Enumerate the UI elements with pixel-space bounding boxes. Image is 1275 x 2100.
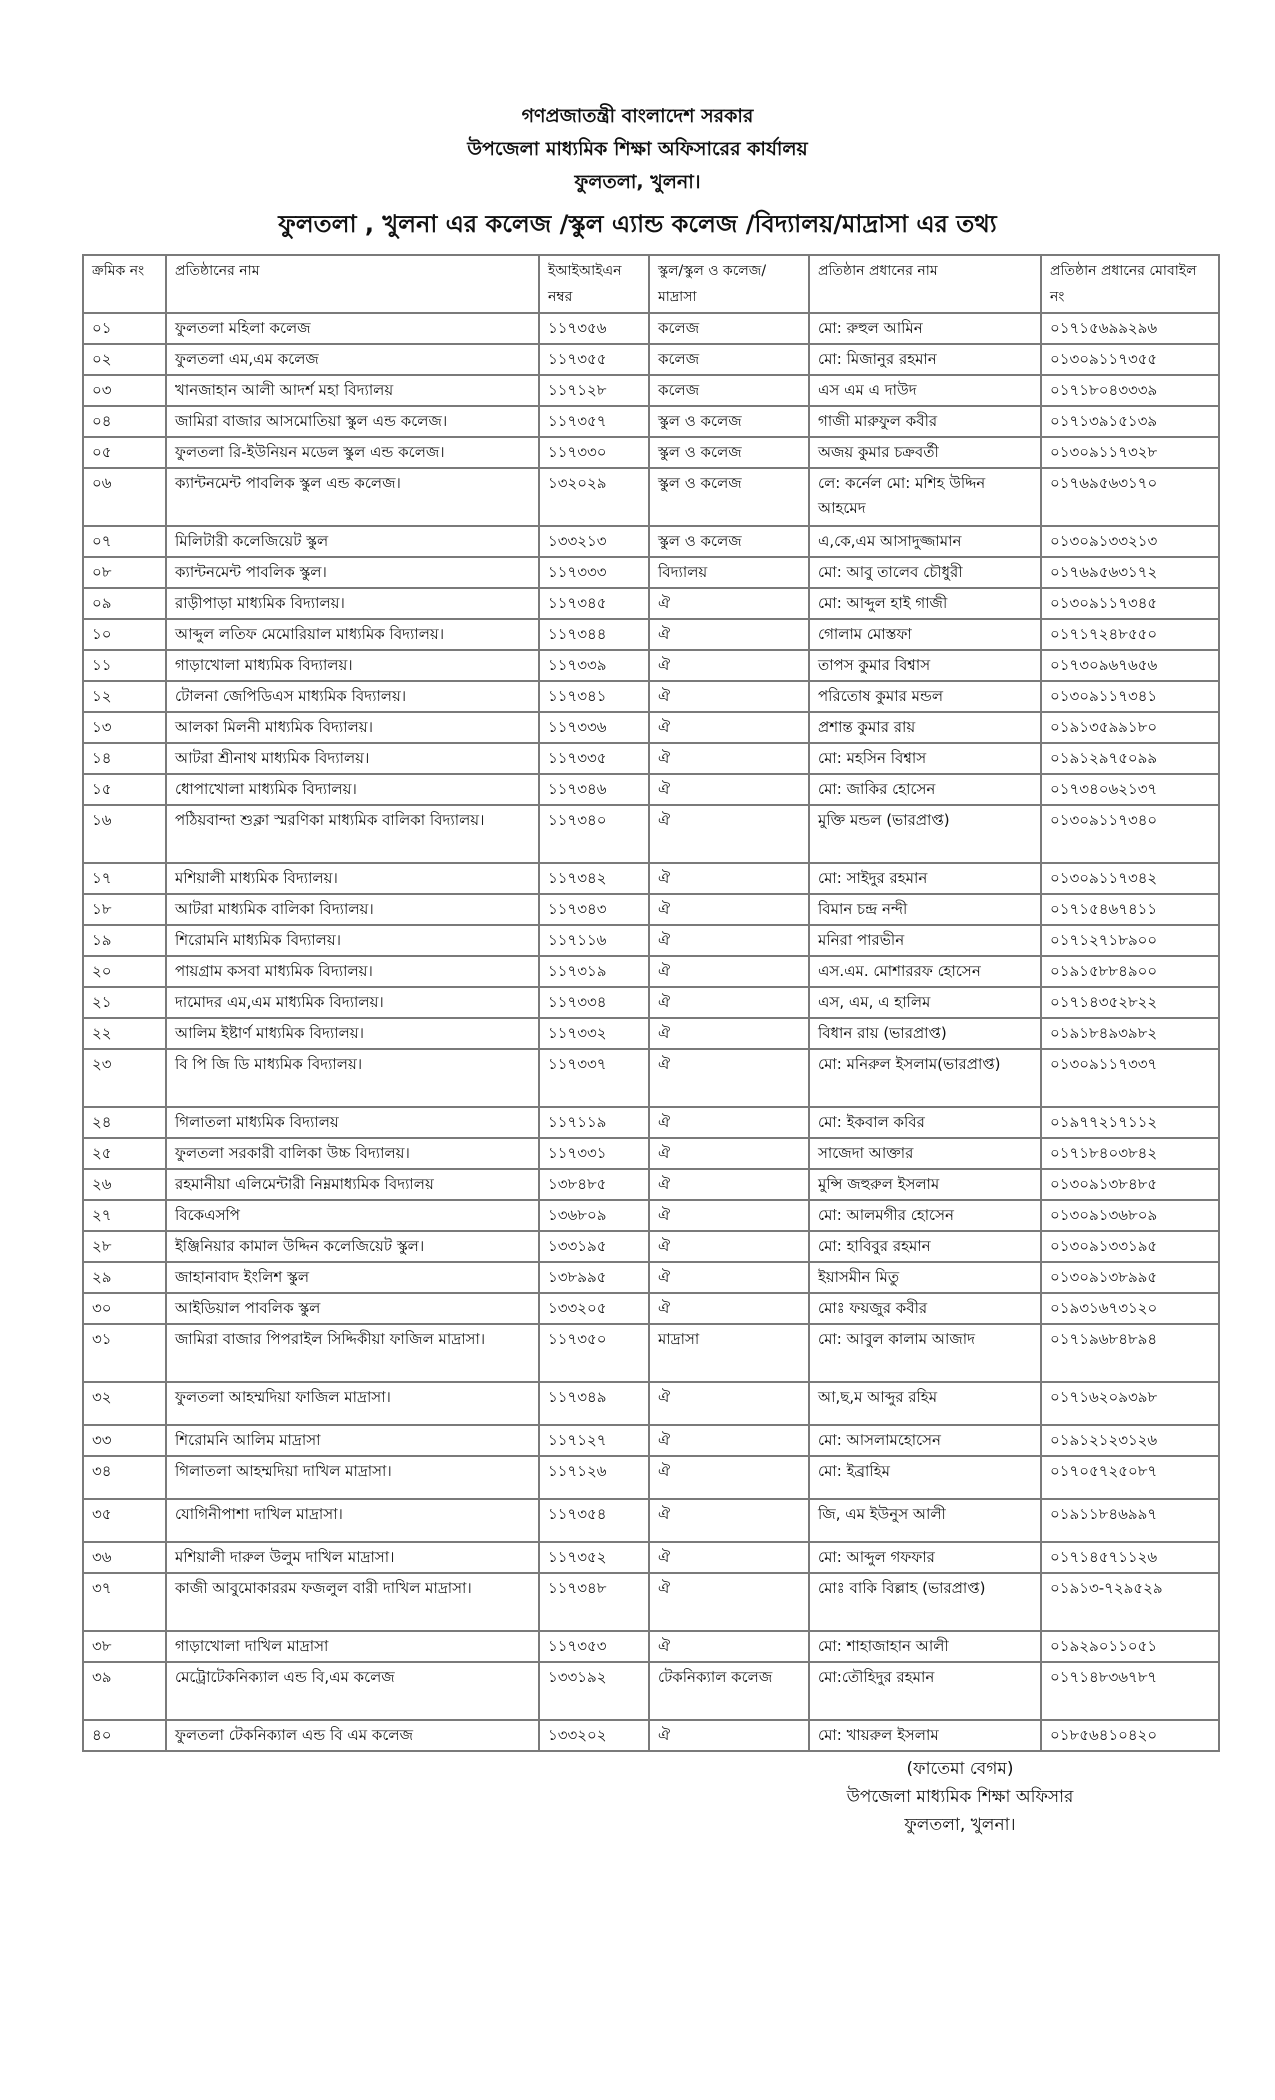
cell-head-name: গাজী মারুফুল কবীর (809, 406, 1041, 437)
table-row (83, 375, 1219, 406)
cell-head-name: ইয়াসমীন মিতু (809, 1262, 1041, 1293)
cell-serial: ৩৮ (83, 1631, 166, 1662)
cell-serial: ২৩ (83, 1049, 166, 1107)
cell-eiin: ১১৭৩৩০ (539, 437, 649, 468)
cell-mobile: ০১৭১৮০৪৩৩৩৯ (1041, 375, 1219, 406)
cell-type: ঐ (649, 1169, 809, 1200)
cell-type: ঐ (649, 588, 809, 619)
cell-serial: ১৫ (83, 774, 166, 805)
cell-mobile: ০১৯৩১৬৭৩১২০ (1041, 1293, 1219, 1324)
cell-eiin: ১১৭৩৪৪ (539, 619, 649, 650)
cell-head-name: তাপস কুমার বিশ্বাস (809, 650, 1041, 681)
cell-serial: ০৮ (83, 557, 166, 588)
column-header-eiin: ইআইআইএন নম্বর (539, 255, 649, 313)
cell-eiin: ১১৭১১৬ (539, 925, 649, 956)
cell-mobile: ০১৭১৪৩৫২৮২২ (1041, 987, 1219, 1018)
cell-head-name: প্রশান্ত কুমার রায় (809, 712, 1041, 743)
table-row (83, 863, 1219, 894)
cell-type: ঐ (649, 1456, 809, 1499)
column-header-institution-name: প্রতিষ্ঠানের নাম (166, 255, 539, 313)
cell-eiin: ১১৭৩৩৪ (539, 987, 649, 1018)
table-row (83, 619, 1219, 650)
cell-eiin: ১৩৩১৯৫ (539, 1231, 649, 1262)
cell-institution-name: ফুলতলা রি-ইউনিয়ন মডেল স্কুল এন্ড কলেজ। (166, 437, 539, 468)
cell-institution-name: মশিয়ালী মাধ্যমিক বিদ্যালয়। (166, 863, 539, 894)
table-row (83, 1169, 1219, 1200)
cell-eiin: ১১৭৩৫৭ (539, 406, 649, 437)
cell-type: ঐ (649, 1573, 809, 1631)
cell-mobile: ০১৭০৫৭২৫০৮৭ (1041, 1456, 1219, 1499)
cell-eiin: ১১৭৩১৯ (539, 956, 649, 987)
cell-mobile: ০১৩০৯১১৭৩৪২ (1041, 863, 1219, 894)
document-title: ফুলতলা , খুলনা এর কলেজ /স্কুল এ্যান্ড কলেজ /বিদ্যালয়/মাদ্রাসা এর তথ্য (278, 210, 997, 238)
table-row (83, 1262, 1219, 1293)
signatory-name: (ফাতেমা বেগম) (906, 1759, 1014, 1779)
cell-eiin: ১১৭৩৪২ (539, 863, 649, 894)
cell-serial: ১২ (83, 681, 166, 712)
table-row (83, 1231, 1219, 1262)
cell-eiin: ১১৭৩৩২ (539, 1018, 649, 1049)
cell-eiin: ১১৭৩৪৫ (539, 588, 649, 619)
office-name: উপজেলা মাধ্যমিক শিক্ষা অফিসারের কার্যালয় (467, 138, 808, 160)
cell-serial: ২০ (83, 956, 166, 987)
cell-type: ঐ (649, 619, 809, 650)
cell-eiin: ১৩৩২১৩ (539, 526, 649, 557)
cell-eiin: ১১৭৩৩৭ (539, 1049, 649, 1107)
cell-institution-name: ক্যান্টনমেন্ট পাবলিক স্কুল এন্ড কলেজ। (166, 468, 539, 526)
cell-serial: ৩৬ (83, 1542, 166, 1573)
cell-eiin: ১১৭৩৫০ (539, 1324, 649, 1382)
cell-eiin: ১১৭৩৩১ (539, 1138, 649, 1169)
table-row (83, 1573, 1219, 1631)
cell-serial: ৩৫ (83, 1499, 166, 1542)
cell-institution-name: জামিরা বাজার আসমোতিয়া স্কুল এন্ড কলেজ। (166, 406, 539, 437)
cell-type: ঐ (649, 1720, 809, 1751)
cell-type: ঐ (649, 1542, 809, 1573)
cell-serial: ২৯ (83, 1262, 166, 1293)
cell-mobile: ০১৭১৫৬৯৯২৯৬ (1041, 313, 1219, 344)
cell-type: কলেজ (649, 344, 809, 375)
cell-type: ঐ (649, 894, 809, 925)
cell-mobile: ০১৯১৫৮৮৪৯০০ (1041, 956, 1219, 987)
cell-head-name: এস, এম, এ হালিম (809, 987, 1041, 1018)
cell-serial: ১০ (83, 619, 166, 650)
table-row (83, 1456, 1219, 1499)
institution-table (82, 254, 1220, 1752)
signature-block (780, 1755, 1140, 1839)
cell-institution-name: ফুলতলা আহম্মদিয়া ফাজিল মাদ্রাসা। (166, 1382, 539, 1425)
cell-institution-name: জাহানাবাদ ইংলিশ স্কুল (166, 1262, 539, 1293)
cell-type: ঐ (649, 1631, 809, 1662)
cell-mobile: ০১৩০৯১১৭৩৫৫ (1041, 344, 1219, 375)
signatory-location: ফুলতলা, খুলনা। (904, 1815, 1016, 1835)
cell-serial: ৩৪ (83, 1456, 166, 1499)
cell-institution-name: আটরা শ্রীনাথ মাধ্যমিক বিদ্যালয়। (166, 743, 539, 774)
table-row (83, 1293, 1219, 1324)
cell-type: ঐ (649, 956, 809, 987)
document-header (0, 100, 1275, 241)
table-row (83, 956, 1219, 987)
cell-institution-name: শিরোমনি মাধ্যমিক বিদ্যালয়। (166, 925, 539, 956)
cell-institution-name: ধোপাখোলা মাধ্যমিক বিদ্যালয়। (166, 774, 539, 805)
cell-eiin: ১৩৩১৯২ (539, 1662, 649, 1720)
table-row (83, 344, 1219, 375)
cell-mobile: ০১৯১২১২৩১২৬ (1041, 1425, 1219, 1456)
cell-type: স্কুল ও কলেজ (649, 406, 809, 437)
table-row (83, 1200, 1219, 1231)
cell-institution-name: গিলাতলা আহম্মদিয়া দাখিল মাদ্রাসা। (166, 1456, 539, 1499)
cell-institution-name: শিরোমনি আলিম মাদ্রাসা (166, 1425, 539, 1456)
cell-eiin: ১৩২০২৯ (539, 468, 649, 526)
cell-eiin: ১১৭১২৭ (539, 1425, 649, 1456)
cell-institution-name: পঠিয়বান্দা শুক্লা স্মরণিকা মাধ্যমিক বালিকা বিদ্যালয়। (166, 805, 539, 863)
cell-type: ঐ (649, 1049, 809, 1107)
cell-serial: ২৬ (83, 1169, 166, 1200)
cell-institution-name: কাজী আবুমোকাররম ফজলুল বারী দাখিল মাদ্রাসা। (166, 1573, 539, 1631)
cell-head-name: এস.এম. মোশাররফ হোসেন (809, 956, 1041, 987)
cell-type: ঐ (649, 1293, 809, 1324)
cell-serial: ১৮ (83, 894, 166, 925)
cell-head-name: মোঃ বাকি বিল্লাহ (ভারপ্রাপ্ত) (809, 1573, 1041, 1631)
cell-mobile: ০১৭৬৯৫৬৩১৭২ (1041, 557, 1219, 588)
column-header-head-name: প্রতিষ্ঠান প্রধানের নাম (809, 255, 1041, 313)
cell-institution-name: আব্দুল লতিফ মেমোরিয়াল মাধ্যমিক বিদ্যালয়। (166, 619, 539, 650)
cell-head-name: মো: ইব্রাহিম (809, 1456, 1041, 1499)
cell-institution-name: ক্যান্টনমেন্ট পাবলিক স্কুল। (166, 557, 539, 588)
cell-head-name: বিমান চন্দ্র নন্দী (809, 894, 1041, 925)
cell-type: স্কুল ও কলেজ (649, 468, 809, 526)
cell-type: ঐ (649, 1382, 809, 1425)
table-row (83, 526, 1219, 557)
cell-head-name: গোলাম মোস্তফা (809, 619, 1041, 650)
cell-type: টেকনিক্যাল কলেজ (649, 1662, 809, 1720)
cell-head-name: মো:তৌহিদুর রহমান (809, 1662, 1041, 1720)
table-row (83, 987, 1219, 1018)
cell-serial: ০৬ (83, 468, 166, 526)
cell-serial: ১৩ (83, 712, 166, 743)
cell-serial: ০১ (83, 313, 166, 344)
cell-type: স্কুল ও কলেজ (649, 526, 809, 557)
cell-mobile: ০১৭১৭২৪৮৫৫০ (1041, 619, 1219, 650)
cell-eiin: ১৩৬৮০৯ (539, 1200, 649, 1231)
cell-eiin: ১১৭৩৫৪ (539, 1499, 649, 1542)
cell-mobile: ০১৭১৩৯১৫১৩৯ (1041, 406, 1219, 437)
cell-eiin: ১৩৩২০৫ (539, 1293, 649, 1324)
cell-serial: ১৯ (83, 925, 166, 956)
cell-institution-name: টোলনা জেপিডিএস মাধ্যমিক বিদ্যালয়। (166, 681, 539, 712)
cell-eiin: ১১৭৩৪৯ (539, 1382, 649, 1425)
cell-head-name: মো: মনিরুল ইসলাম(ভারপ্রাপ্ত) (809, 1049, 1041, 1107)
cell-head-name: মো: মহসিন বিশ্বাস (809, 743, 1041, 774)
cell-mobile: ০১৯১২৯৭৫০৯৯ (1041, 743, 1219, 774)
cell-mobile: ০১৯২৯০১১০৫১ (1041, 1631, 1219, 1662)
cell-eiin: ১১৭১২৬ (539, 1456, 649, 1499)
cell-eiin: ১১৭৩৩৯ (539, 650, 649, 681)
cell-mobile: ০১৯১৩-৭২৯৫২৯ (1041, 1573, 1219, 1631)
cell-head-name: অজয় কুমার চক্রবর্তী (809, 437, 1041, 468)
cell-head-name: মুন্সি জহুরুল ইসলাম (809, 1169, 1041, 1200)
cell-head-name: মো: রুহুল আমিন (809, 313, 1041, 344)
cell-type: কলেজ (649, 375, 809, 406)
cell-serial: ০৭ (83, 526, 166, 557)
cell-serial: ৩২ (83, 1382, 166, 1425)
cell-serial: ০৫ (83, 437, 166, 468)
cell-head-name: মো: আব্দুল হাই গাজী (809, 588, 1041, 619)
table-row (83, 588, 1219, 619)
cell-eiin: ১১৭৩৫২ (539, 1542, 649, 1573)
cell-institution-name: যোগিনীপাশা দাখিল মাদ্রাসা। (166, 1499, 539, 1542)
cell-type: ঐ (649, 987, 809, 1018)
cell-type: ঐ (649, 1262, 809, 1293)
cell-type: ঐ (649, 1425, 809, 1456)
cell-serial: ২৫ (83, 1138, 166, 1169)
cell-type: ঐ (649, 774, 809, 805)
cell-institution-name: ফুলতলা সরকারী বালিকা উচ্চ বিদ্যালয়। (166, 1138, 539, 1169)
cell-serial: ০৯ (83, 588, 166, 619)
cell-head-name: সাজেদা আক্তার (809, 1138, 1041, 1169)
cell-head-name: মো: সাইদুর রহমান (809, 863, 1041, 894)
cell-head-name: মো: আলমগীর হোসেন (809, 1200, 1041, 1231)
table-row (83, 1138, 1219, 1169)
cell-mobile: ০১৯১৮৪৯৩৯৮২ (1041, 1018, 1219, 1049)
cell-eiin: ১১৭৩৪৮ (539, 1573, 649, 1631)
cell-mobile: ০১৩০৯১৩৩১৯৫ (1041, 1231, 1219, 1262)
table-row (83, 1324, 1219, 1382)
cell-institution-name: ইঞ্জিনিয়ার কামাল উদ্দিন কলেজিয়েট স্কুল। (166, 1231, 539, 1262)
table-row (83, 557, 1219, 588)
cell-head-name: আ,ছ,ম আব্দুর রহিম (809, 1382, 1041, 1425)
cell-mobile: ০১৩০৯১৩৮৯৯৫ (1041, 1262, 1219, 1293)
cell-type: ঐ (649, 1138, 809, 1169)
cell-head-name: মো: আসলামহোসেন (809, 1425, 1041, 1456)
cell-type: ঐ (649, 712, 809, 743)
cell-serial: ৩১ (83, 1324, 166, 1382)
cell-institution-name: ফুলতলা টেকনিক্যাল এন্ড বি এম কলেজ (166, 1720, 539, 1751)
cell-serial: ০৩ (83, 375, 166, 406)
cell-institution-name: রাড়ীপাড়া মাধ্যমিক বিদ্যালয়। (166, 588, 539, 619)
cell-eiin: ১১৭৩৪০ (539, 805, 649, 863)
cell-head-name: মো: খায়রুল ইসলাম (809, 1720, 1041, 1751)
table-row (83, 1542, 1219, 1573)
office-location: ফুলতলা, খুলনা। (574, 171, 701, 193)
cell-type: ঐ (649, 1018, 809, 1049)
cell-type: বিদ্যালয় (649, 557, 809, 588)
cell-eiin: ১১৭৩৩৬ (539, 712, 649, 743)
cell-mobile: ০১৩০৯১১৭৩২৮ (1041, 437, 1219, 468)
table-row (83, 805, 1219, 863)
cell-mobile: ০১৩০৯১১৭৩৩৭ (1041, 1049, 1219, 1107)
cell-head-name: মো: আবুল কালাম আজাদ (809, 1324, 1041, 1382)
cell-serial: ০৪ (83, 406, 166, 437)
cell-serial: ১৬ (83, 805, 166, 863)
cell-type: ঐ (649, 650, 809, 681)
cell-type: ঐ (649, 805, 809, 863)
table-row (83, 894, 1219, 925)
cell-head-name: এস এম এ দাউদ (809, 375, 1041, 406)
cell-head-name: বিধান রায় (ভারপ্রাপ্ত) (809, 1018, 1041, 1049)
cell-head-name: মো: জাকির হোসেন (809, 774, 1041, 805)
column-header-mobile: প্রতিষ্ঠান প্রধানের মোবাইল নং (1041, 255, 1219, 313)
government-name: গণপ্রজাতন্ত্রী বাংলাদেশ সরকার (521, 105, 754, 127)
cell-serial: ৩০ (83, 1293, 166, 1324)
cell-mobile: ০১৭১২৭১৮৯০০ (1041, 925, 1219, 956)
cell-serial: ১৭ (83, 863, 166, 894)
cell-eiin: ১৩৩২০২ (539, 1720, 649, 1751)
cell-mobile: ০১৩০৯১১৭৩৪১ (1041, 681, 1219, 712)
cell-mobile: ০১৯১৩৫৯৯১৮০ (1041, 712, 1219, 743)
cell-serial: ২৭ (83, 1200, 166, 1231)
table-row (83, 743, 1219, 774)
cell-serial: ২২ (83, 1018, 166, 1049)
cell-head-name: পরিতোষ কুমার মন্ডল (809, 681, 1041, 712)
cell-type: মাদ্রাসা (649, 1324, 809, 1382)
table-body (83, 313, 1219, 1751)
cell-head-name: মো: আবু তালেব চৌধুরী (809, 557, 1041, 588)
cell-head-name: লে: কর্নেল মো: মশিহ উদ্দিন আহমেদ (809, 468, 1041, 526)
table-row (83, 925, 1219, 956)
cell-serial: ৩৩ (83, 1425, 166, 1456)
cell-mobile: ০১৩০৯১৩৮৪৮৫ (1041, 1169, 1219, 1200)
table-row (83, 1382, 1219, 1425)
cell-serial: ১৪ (83, 743, 166, 774)
cell-type: ঐ (649, 863, 809, 894)
cell-serial: ২৪ (83, 1107, 166, 1138)
cell-serial: ২৮ (83, 1231, 166, 1262)
table-row (83, 1720, 1219, 1751)
cell-head-name: মো: ইকবাল কবির (809, 1107, 1041, 1138)
table-row (83, 313, 1219, 344)
cell-head-name: মনিরা পারভীন (809, 925, 1041, 956)
cell-head-name: মুক্তি মন্ডল (ভারপ্রাপ্ত) (809, 805, 1041, 863)
cell-institution-name: বি পি জি ডি মাধ্যমিক বিদ্যালয়। (166, 1049, 539, 1107)
cell-head-name: জি, এম ইউনুস আলী (809, 1499, 1041, 1542)
table-row (83, 1631, 1219, 1662)
cell-head-name: মো: মিজানুর রহমান (809, 344, 1041, 375)
cell-institution-name: জামিরা বাজার পিপরাইল সিদ্দিকীয়া ফাজিল মাদ্রাসা। (166, 1324, 539, 1382)
cell-serial: ০২ (83, 344, 166, 375)
cell-institution-name: মশিয়ালী দারুল উলুম দাখিল মাদ্রাসা। (166, 1542, 539, 1573)
cell-head-name: মো: শাহাজাহান আলী (809, 1631, 1041, 1662)
table-header-row (83, 255, 1219, 313)
cell-institution-name: আলিম ইষ্টার্ণ মাধ্যমিক বিদ্যালয়। (166, 1018, 539, 1049)
table-row (83, 681, 1219, 712)
cell-institution-name: মিলিটারী কলেজিয়েট স্কুল (166, 526, 539, 557)
cell-eiin: ১১৭১২৮ (539, 375, 649, 406)
cell-eiin: ১১৭৩৫৬ (539, 313, 649, 344)
cell-head-name: মো: হাবিবুর রহমান (809, 1231, 1041, 1262)
cell-institution-name: আইডিয়াল পাবলিক স্কুল (166, 1293, 539, 1324)
table-row (83, 468, 1219, 526)
cell-head-name: এ,কে,এম আসাদুজ্জামান (809, 526, 1041, 557)
cell-eiin: ১৩৮৪৮৫ (539, 1169, 649, 1200)
cell-serial: ২১ (83, 987, 166, 1018)
cell-type: ঐ (649, 1499, 809, 1542)
cell-mobile: ০১৭১৬২০৯৩৯৮ (1041, 1382, 1219, 1425)
table-row (83, 1662, 1219, 1720)
cell-serial: ৩৭ (83, 1573, 166, 1631)
table-row (83, 774, 1219, 805)
cell-mobile: ০১৩০৯১১৭৩৪৫ (1041, 588, 1219, 619)
cell-institution-name: বিকেএসপি (166, 1200, 539, 1231)
cell-type: ঐ (649, 1107, 809, 1138)
cell-type: ঐ (649, 681, 809, 712)
cell-mobile: ০১৭১৪৫৭১১২৬ (1041, 1542, 1219, 1573)
cell-eiin: ১১৭৩৪৩ (539, 894, 649, 925)
cell-institution-name: ফুলতলা এম,এম কলেজ (166, 344, 539, 375)
cell-institution-name: মেট্রোটেকনিক্যাল এন্ড বি,এম কলেজ (166, 1662, 539, 1720)
cell-mobile: ০১৯৭৭২১৭১১২ (1041, 1107, 1219, 1138)
cell-mobile: ০১৭৩৪০৬২১৩৭ (1041, 774, 1219, 805)
column-header-serial: ক্রমিক নং (83, 255, 166, 313)
cell-eiin: ১১৭৩৫৫ (539, 344, 649, 375)
table-row (83, 437, 1219, 468)
cell-type: ঐ (649, 1231, 809, 1262)
cell-institution-name: খানজাহান আলী আদর্শ মহা বিদ্যালয় (166, 375, 539, 406)
cell-eiin: ১১৭৩৪১ (539, 681, 649, 712)
cell-type: ঐ (649, 743, 809, 774)
cell-institution-name: দামোদর এম,এম মাধ্যমিক বিদ্যালয়। (166, 987, 539, 1018)
table-row (83, 712, 1219, 743)
cell-serial: ৩৯ (83, 1662, 166, 1720)
cell-serial: ৪০ (83, 1720, 166, 1751)
cell-institution-name: রহমানীয়া এলিমেন্টারী নিম্নমাধ্যমিক বিদ্যালয় (166, 1169, 539, 1200)
cell-mobile: ০১৭৬৯৫৬৩১৭০ (1041, 468, 1219, 526)
table-row (83, 1018, 1219, 1049)
cell-mobile: ০১৩০৯১৩৬৮০৯ (1041, 1200, 1219, 1231)
cell-eiin: ১১৭৩৪৬ (539, 774, 649, 805)
table-row (83, 1107, 1219, 1138)
cell-serial: ১১ (83, 650, 166, 681)
table-row (83, 1499, 1219, 1542)
cell-institution-name: গাড়াখোলা মাধ্যমিক বিদ্যালয়। (166, 650, 539, 681)
cell-institution-name: ফুলতলা মহিলা কলেজ (166, 313, 539, 344)
cell-mobile: ০১৯১১৮৪৬৯৯৭ (1041, 1499, 1219, 1542)
cell-institution-name: আটরা মাধ্যমিক বালিকা বিদ্যালয়। (166, 894, 539, 925)
cell-type: স্কুল ও কলেজ (649, 437, 809, 468)
table-row (83, 1049, 1219, 1107)
cell-head-name: মো: আব্দুল গফফার (809, 1542, 1041, 1573)
signatory-designation: উপজেলা মাধ্যমিক শিক্ষা অফিসার (846, 1787, 1074, 1807)
cell-mobile: ০১৭১৪৮৩৬৭৮৭ (1041, 1662, 1219, 1720)
cell-mobile: ০১৭৩০৯৬৭৬৫৬ (1041, 650, 1219, 681)
cell-eiin: ১১৭৩৩৩ (539, 557, 649, 588)
cell-type: ঐ (649, 925, 809, 956)
column-header-type: স্কুল/স্কুল ও কলেজ/মাদ্রাসা (649, 255, 809, 313)
table-row (83, 406, 1219, 437)
cell-institution-name: পায়গ্রাম কসবা মাধ্যমিক বিদ্যালয়। (166, 956, 539, 987)
cell-mobile: ০১৮৫৬৪১০৪২০ (1041, 1720, 1219, 1751)
cell-mobile: ০১৭১৫৪৬৭৪১১ (1041, 894, 1219, 925)
table-row (83, 650, 1219, 681)
cell-type: ঐ (649, 1200, 809, 1231)
cell-type: কলেজ (649, 313, 809, 344)
cell-mobile: ০১৩০৯১৩৩২১৩ (1041, 526, 1219, 557)
cell-head-name: মোঃ ফয়জুর কবীর (809, 1293, 1041, 1324)
cell-mobile: ০১৩০৯১১৭৩৪০ (1041, 805, 1219, 863)
cell-mobile: ০১৭১৮৪০৩৮৪২ (1041, 1138, 1219, 1169)
cell-eiin: ১১৭৩৩৫ (539, 743, 649, 774)
table-row (83, 1425, 1219, 1456)
cell-institution-name: গিলাতলা মাধ্যমিক বিদ্যালয় (166, 1107, 539, 1138)
cell-institution-name: গাড়াখোলা দাখিল মাদ্রাসা (166, 1631, 539, 1662)
cell-eiin: ১১৭১১৯ (539, 1107, 649, 1138)
cell-eiin: ১৩৮৯৯৫ (539, 1262, 649, 1293)
cell-eiin: ১১৭৩৫৩ (539, 1631, 649, 1662)
cell-mobile: ০১৭১৯৬৮৪৮৯৪ (1041, 1324, 1219, 1382)
cell-institution-name: আলকা মিলনী মাধ্যমিক বিদ্যালয়। (166, 712, 539, 743)
